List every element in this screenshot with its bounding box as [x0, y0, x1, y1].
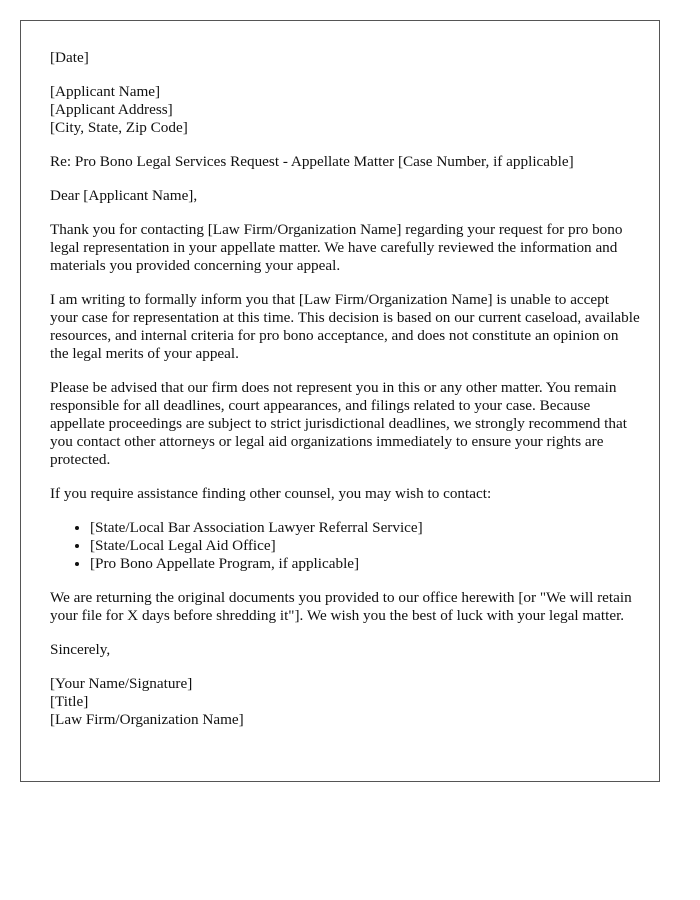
- contact-list-item: • [State/Local Legal Aid Office]: [90, 537, 640, 555]
- letter-date: [Date]: [50, 49, 89, 66]
- contact-list-item: • [Pro Bono Appellate Program, if applicable]: [90, 555, 640, 573]
- paragraph-decision: I am writing to formally inform you that [Law Firm/Organization Name] is unable to accept your case for representation at this time. This decision is based on our current caseload, available resources, and internal criteria for pro bono acceptance, and does not constitute an opinion on the legal merits of your appeal.: [50, 291, 640, 362]
- paragraph-intro: Thank you for contacting [Law Firm/Organization Name] regarding your request for pro bono legal representation in your appellate matter. We have carefully reviewed the information and materials you provided concerning your appeal.: [50, 221, 623, 274]
- complimentary-close: Sincerely,: [50, 641, 111, 658]
- contact-list: [50, 519, 640, 573]
- signature-block: [50, 675, 640, 729]
- paragraph-advisory: Please be advised that our firm does not represent you in this or any other matter. You remain responsible for all deadlines, court appearances, and filings related to your case. Because appellate proceedings are subject to strict jurisdictional deadlines, we strongly recommend that you contact other attorneys or legal aid organizations immediately to ensure your rights are protected.: [50, 379, 627, 468]
- recipient-address-block: [50, 83, 640, 137]
- recipient-address: [Applicant Address]: [50, 101, 173, 118]
- paragraph-referral: If you require assistance finding other counsel, you may wish to contact:: [50, 485, 492, 502]
- paragraph-closing: We are returning the original documents you provided to our office herewith [or "We will retain your file for X days before shredding it"]. We wish you the best of luck with your legal matter.: [50, 589, 632, 624]
- letter-body: [50, 49, 640, 729]
- signer-organization: [Law Firm/Organization Name]: [50, 711, 244, 728]
- recipient-city-state-zip: [City, State, Zip Code]: [50, 119, 188, 136]
- signer-name: [Your Name/Signature]: [50, 675, 193, 692]
- letter-page: [20, 20, 660, 782]
- contact-list-item: • [State/Local Bar Association Lawyer Referral Service]: [90, 519, 640, 537]
- date-block: [50, 49, 640, 67]
- signer-title: [Title]: [50, 693, 89, 710]
- subject-line: Re: Pro Bono Legal Services Request - Appellate Matter [Case Number, if applicable]: [50, 153, 574, 170]
- recipient-name: [Applicant Name]: [50, 83, 161, 100]
- salutation: Dear [Applicant Name],: [50, 187, 198, 204]
